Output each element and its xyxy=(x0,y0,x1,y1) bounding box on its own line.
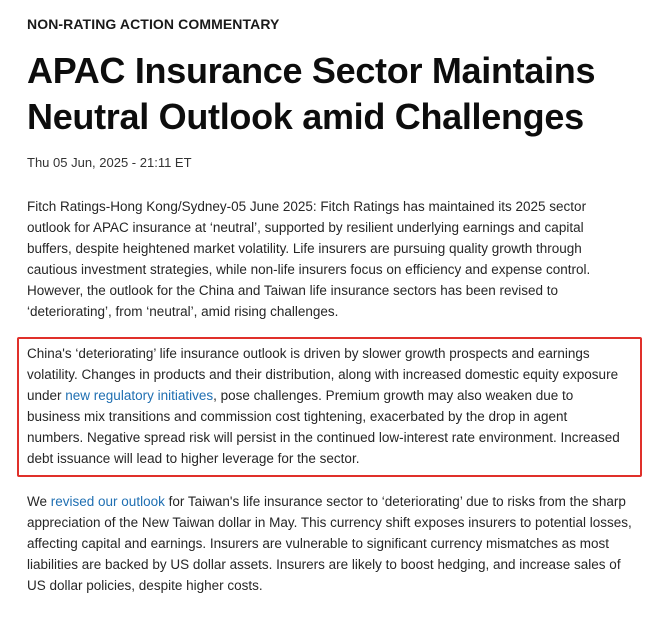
new-regulatory-initiatives-link[interactable]: new regulatory initiatives xyxy=(65,388,214,403)
article-kicker: NON-RATING ACTION COMMENTARY xyxy=(27,16,280,32)
revised-our-outlook-link[interactable]: revised our outlook xyxy=(50,494,165,509)
paragraph-china-text-end: , pose challenges. Premium growth may also weaken due to business mix transitions and commission cost tightening, exacerbated by the drop in agent numbers. Negative spread risk will persist in the continued low-interest rate environment. Increased debt issuance will lead to higher leverage for the sector. xyxy=(27,388,620,466)
paragraph-china-text-start: China's ‘deteriorating’ life insurance outlook is driven by slower growth prospects and earnings volatility. Changes in products and their distribution, along with increased domestic equity exposure under xyxy=(27,346,619,403)
paragraph-taiwan-outlook xyxy=(27,491,632,596)
article-date: Thu 05 Jun, 2025 - 21:11 ET xyxy=(27,155,192,170)
paragraph-taiwan-text-start: We xyxy=(27,494,51,509)
article-title: APAC Insurance Sector Maintains Neutral Outlook amid Challenges xyxy=(27,50,596,137)
highlight-box xyxy=(17,337,642,477)
paragraph-taiwan-text-end: for Taiwan's life insurance sector to ‘deteriorating’ due to risks from the sharp appreciation of the New Taiwan dollar in May. This currency shift exposes insurers to potential losses, affecting capital and earnings. Insurers are vulnerable to significant currency mismatches as most liabilities are backed by US dollar assets. Insurers are likely to boost hedging, and increase sales of US dollar policies, despite higher costs. xyxy=(27,494,632,593)
paragraph-intro: Fitch Ratings-Hong Kong/Sydney-05 June 2025: Fitch Ratings has maintained its 2025 sector outlook for APAC insurance at ‘neutral’, supported by resilient underlying earnings and capital buffers, despite heightened market volatility. Life insurers are pursuing quality growth through cautious investment strategies, while non-life insurers focus on efficiency and expense control. However, the outlook for the China and Taiwan life insurance sectors has been revised to ‘deteriorating’, from ‘neutral’, amid rising challenges. xyxy=(27,199,591,319)
